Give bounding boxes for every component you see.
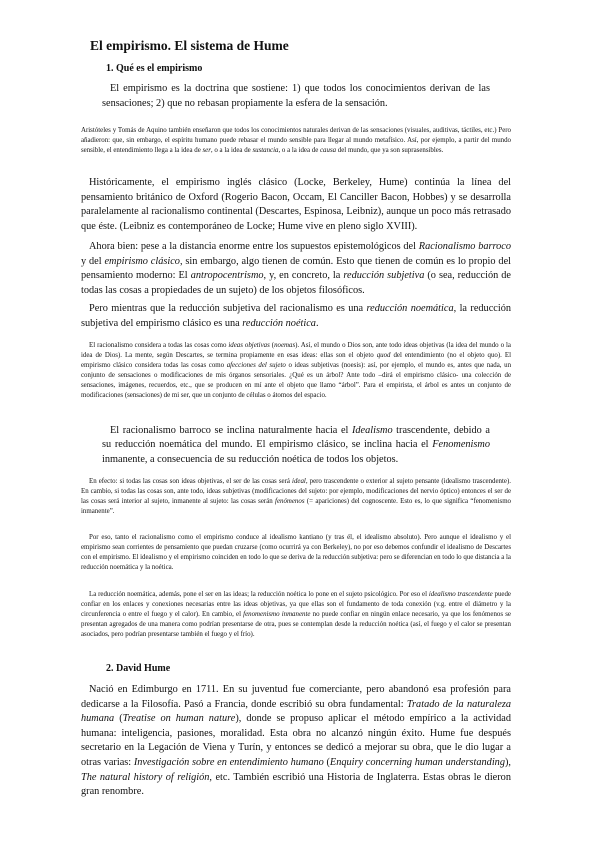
- document-title: El empirismo. El sistema de Hume: [90, 38, 289, 53]
- section-heading-2: 2. David Hume: [106, 663, 171, 674]
- paragraph-definition: El empirismo es la doctrina que sostiene: 1) que todos los conocimientos derivan de las sensaciones; 2) que no rebasan propiamente la esfera de la sensación.: [102, 83, 490, 109]
- paragraph-aristotle-note: Aristóteles y Tomás de Aquino también enseñaron que todos los conocimientos naturales derivan de las sensaciones (visuales, auditivas, táctiles, etc.) Pero añadieron: que, sin embargo, el espíritu humano puede rebasar el mundo sensible para llegar al mundo metafísico. Así, por ejemplo, a partir del mundo sensible, el entendimiento llega a la idea de ser, o a la idea de sustancia, o a la idea de causa del mundo, que ya son suprasensibles.: [81, 127, 511, 155]
- paragraph-rationalism-note: El racionalismo considera a todas las cosas como ideas objetivas (noemas). Así, el mundo o Dios son, ante todo ideas objetivas (la idea del mundo o la idea de Dios). La mente, según Descartes, se termina propiamente en esas ideas: ellas son el objeto quod del entendimiento (no el objeto quo). El empirismo clásico considera todas las cosas como afecciones del sujeto o ideas subjetivas (noesis): así, por ejemplo, el mundo es, antes que nada, un conjunto de sensaciones o modificaciones de mis órganos sensoriales. ¿Qué es un árbol? Ante todo –dirá el empirismo clásico- una colección de sensaciones, imágenes, recuerdos, etc., que se producen en mí ante el objeto que llamo “árbol”. Para el empirista, el árbol es antes un conjunto de modificaciones (sensaciones) de mi ser, que un conjunto de células o átomos del espacio.: [81, 342, 512, 400]
- paragraph-in-effect-note: En efecto: si todas las cosas son ideas objetivas, el ser de las cosas será ideal, pero trascendente o exterior al sujeto pensante (idealismo trascendente). En cambio, si todas las cosas son, ante todo, ideas subjetivas (modificaciones del sujeto: por ejemplo, modificaciones del nervio óptico) entonces el ser de las cosas será interior al sujeto, inmanente al sujeto: las cosas serán fenómenos (= apariciones) del cognoscente. Esto es, lo que significa “fenomenismo inmanente”.: [81, 478, 511, 516]
- paragraph-hume-biography: Nació en Edimburgo en 1711. En su juventud fue comerciante, pero abandonó esa profesión para dedicarse a la Filosofía. Pasó a Francia, donde escribió su obra fundamental: Tratado de la naturaleza humana (Treatise on human nature), donde se propuso aplicar el método empírico a la actividad humana: inteligencia, pasiones, moralidad. Esta obra no alcanzó ningún éxito. Hume fue después secretario en la Legación de Viena y Turín, y entonces se dedicó a mejorar su obra, que le dio lugar a otras varias: Investigación sobre en entendimiento humano (Enquiry concerning human understanding), The natural history of religión, etc. También escribió una Historia de Inglaterra. Estas obras le dieron gran renombre.: [81, 684, 511, 798]
- paragraph-kantian-note: Por eso, tanto el racionalismo como el empirismo conduce al idealismo kantiano (y tras él, el idealismo absoluto). Pero aunque el idealismo y el empirismo sean corrientes de pensamiento que puedan cruzarse (como ocurrirá ya con Berkeley), no por eso debemos confundir el idealismo de Descartes con el empirismo. El idealismo y el empirismo coinciden en todo lo que se deriva de la reducción subjetiva: pero se diferencian en todo lo que distancia a la reducción noemática y la noética.: [81, 534, 511, 572]
- paragraph-idealism-phenomenism: El racionalismo barroco se inclina naturalmente hacia el Idealismo trascendente, debido a su reducción noemática del mundo. El empirismo clásico, se inclina hacia el Fenomenismo inmanente, a consecuencia de su reducción noética de todos los objetos.: [102, 425, 490, 465]
- paragraph-history: Históricamente, el empirismo inglés clásico (Locke, Berkeley, Hume) continúa la línea del pensamiento británico de Oxford (Rogerio Bacon, Occam, El Canciller Bacon, Hobbes) y se desarrolla paralelamente al racionalismo continental (Descartes, Espinosa, Leibniz), aunque un poco más retrasado que éste. (Leibniz es contemporáneo de Locke; Hume vive en pleno siglo XVIII).: [81, 177, 512, 232]
- paragraph-noematic-note: La reducción noemática, además, pone el ser en las ideas; la reducción noética lo pone en el sujeto psicológico. Por eso el idealismo trascendente puede confiar en los enlaces y conexiones necesarias entre las ideas objetivas, ya que ellas son el fundamento de toda conexión (v.g. entre el diámetro y la circunferencia o entre el fuego y el calor). En cambio, el fenomenismo inmanente no puede confiar en ningún enlace necesario, ya que los fenómenos se presentan agregados de una manera como podrían presentarse de otra, pues se contemplan desde la reducción noética (así, el fuego y el calor se presentan asociados, pero podrían presentarse también el fuego y el frío).: [81, 591, 511, 639]
- section-heading-1: 1. Qué es el empirismo: [106, 63, 203, 74]
- paragraph-common-ground: Ahora bien: pese a la distancia enorme entre los supuestos epistemológicos del Racionalismo barroco y del empirismo clásico, sin embargo, algo tienen de común. Esto que tienen de común es lo propio del pensamiento moderno: El antropocentrismo, y, en concreto, la reducción subjetiva (o sea, reducción de todas las cosas a propiedades de un sujeto) de los objetos filosóficos.: [81, 241, 512, 296]
- paragraph-reduction: Pero mientras que la reducción subjetiva del racionalismo es una reducción noemática, la reducción subjetiva del empirismo clásico es una reducción noética.: [81, 303, 511, 329]
